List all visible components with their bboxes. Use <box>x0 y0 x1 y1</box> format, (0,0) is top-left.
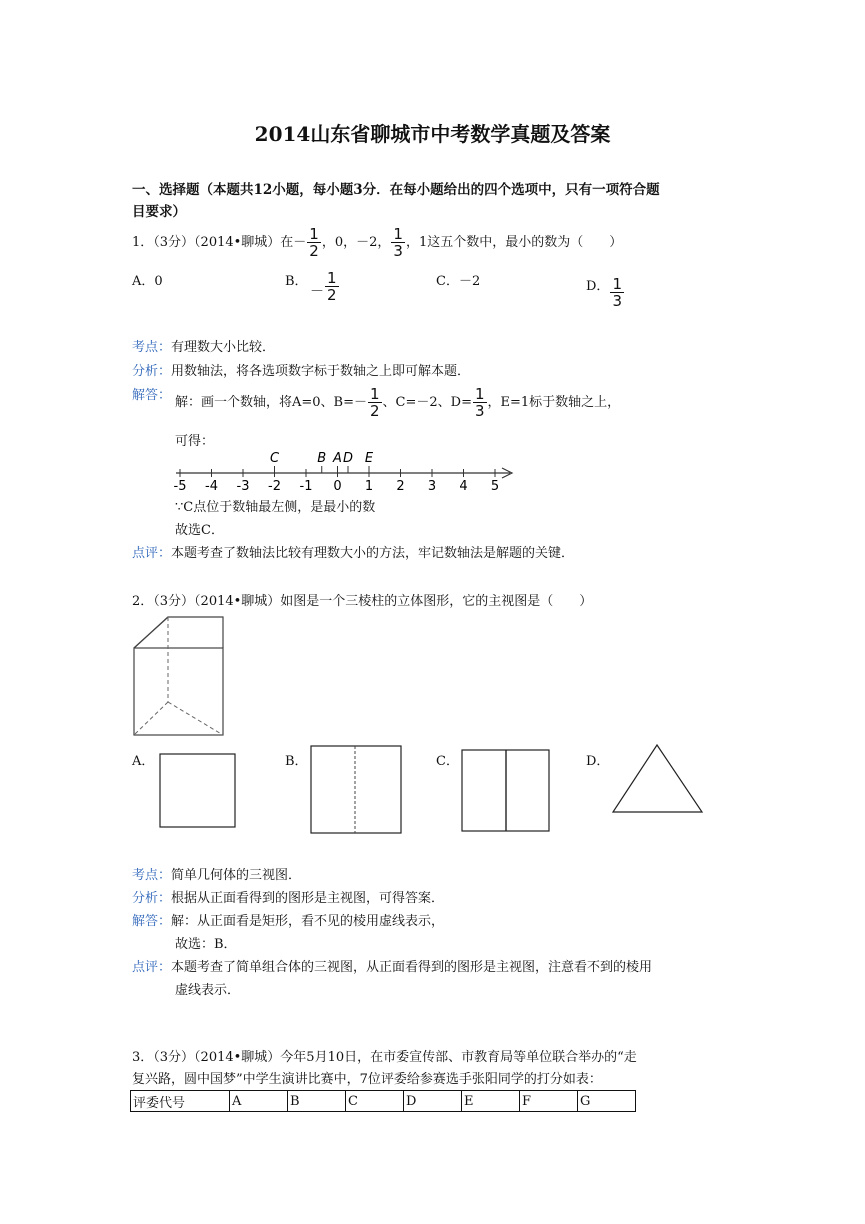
axis-tick-label: -3 <box>236 479 250 494</box>
q2-choice: 故选：B． <box>175 937 237 952</box>
axis-tick-label: 1 <box>364 479 374 494</box>
q1-jieda: 解：画一个数轴，将A=0、B=－ $\frac{1}{2}$ 、C=－2、D= $\frac{1}{3}$ ，E=1标于数轴之上， <box>175 385 621 420</box>
q2-dianping: 点评：本题考查了简单组合体的三视图，从正面看得到的图形是主视图，注意看不到的棱用 <box>132 960 653 975</box>
table-header-judge-e: E <box>462 1091 520 1112</box>
axis-tick-label: 0 <box>333 479 342 494</box>
table-header-judge-a: A <box>230 1091 288 1112</box>
axis-tick-label: -2 <box>268 479 281 494</box>
q2-dianping-cont: 虚线表示． <box>175 983 241 998</box>
q1-jieda-label: 解答： <box>132 388 172 403</box>
q1-kaodian: 考点：有理数大小比较． <box>132 340 276 355</box>
axis-tick-label: -1 <box>299 479 313 494</box>
section-heading-cont: 目要求） <box>132 204 186 220</box>
q2-jieda: 解答：解：从正面看是矩形，看不见的棱用虚线表示， <box>132 914 445 929</box>
q1-option-b-value: － $\frac{1}{2}$ <box>310 269 337 304</box>
table-header-judge-c: C <box>346 1091 404 1112</box>
number-line <box>170 448 530 494</box>
q2-option-a: A． <box>132 754 155 769</box>
q3-stem: 3．（3分）（2014•聊城）今年5月10日，在市委宣传部、市教育局等单位联合举办的“走 <box>132 1050 637 1065</box>
q2-option-d: D． <box>586 754 610 769</box>
q1-option-b: B． <box>285 274 308 289</box>
prism-figure <box>128 612 230 740</box>
q2-option-b: B． <box>285 754 308 769</box>
point-label-d: D <box>342 451 354 466</box>
q1-option-a: A．0 <box>132 274 163 289</box>
point-label-e: E <box>364 451 374 466</box>
q2-kaodian: 考点：简单几何体的三视图． <box>132 868 302 883</box>
table-header-judge-code: 评委代号 <box>131 1091 230 1112</box>
q2-option-d-figure <box>610 742 706 816</box>
page-title: 2014山东省聊城市中考数学真题及答案 <box>254 122 611 146</box>
q1-stem: 1．（3分）（2014•聊城）在－ $\frac{1}{2}$ ，0，－2， $\frac{1}{3}$ ，1这五个数中，最小的数为（ ） <box>132 225 623 260</box>
axis-tick-label: -4 <box>205 479 218 494</box>
section-heading: 一、选择题（本题共12小题，每小题3分．在每小题给出的四个选项中，只有一项符合题 <box>132 182 660 198</box>
point-label-c: C <box>269 451 280 466</box>
q1-option-c: C．－2 <box>436 274 481 289</box>
q2-stem: 2．（3分）（2014•聊城）如图是一个三棱柱的立体图形，它的主视图是（ ） <box>132 594 593 609</box>
axis-tick-label: 5 <box>490 479 500 494</box>
axis-tick-label: -5 <box>173 479 187 494</box>
axis-tick-label: 4 <box>459 479 468 494</box>
q1-option-d: D． $\frac{1}{3}$ <box>586 275 622 310</box>
q2-option-c-figure <box>460 748 552 834</box>
q1-choice: 故选C． <box>175 523 224 538</box>
table-header-judge-b: B <box>288 1091 346 1112</box>
q2-option-b-figure <box>309 744 404 836</box>
table-header-judge-f: F <box>520 1091 578 1112</box>
q2-option-a-figure <box>158 752 238 830</box>
axis-tick-label: 3 <box>427 479 437 494</box>
q2-fenxi: 分析：根据从正面看得到的图形是主视图，可得答案． <box>132 891 445 906</box>
q1-conclusion: ∵C点位于数轴最左侧，是最小的数 <box>175 500 376 515</box>
table-row <box>131 1091 636 1112</box>
q3-stem-cont: 复兴路，圆中国梦”中学生演讲比赛中，7位评委给参赛选手张阳同学的打分如表： <box>132 1072 602 1087</box>
point-label-a: A <box>333 451 342 466</box>
q2-option-c: C． <box>436 754 459 769</box>
axis-tick-label: 2 <box>396 479 405 494</box>
table-header-judge-g: G <box>578 1091 636 1112</box>
q1-fenxi: 分析：用数轴法，将各选项数字标于数轴之上即可解本题． <box>132 364 471 379</box>
table-header-judge-d: D <box>404 1091 462 1112</box>
point-label-b: B <box>317 451 327 466</box>
q1-kede: 可得： <box>175 434 215 449</box>
q1-dianping: 点评：本题考查了数轴法比较有理数大小的方法，牢记数轴法是解题的关键． <box>132 546 575 561</box>
judge-score-table <box>130 1090 636 1112</box>
